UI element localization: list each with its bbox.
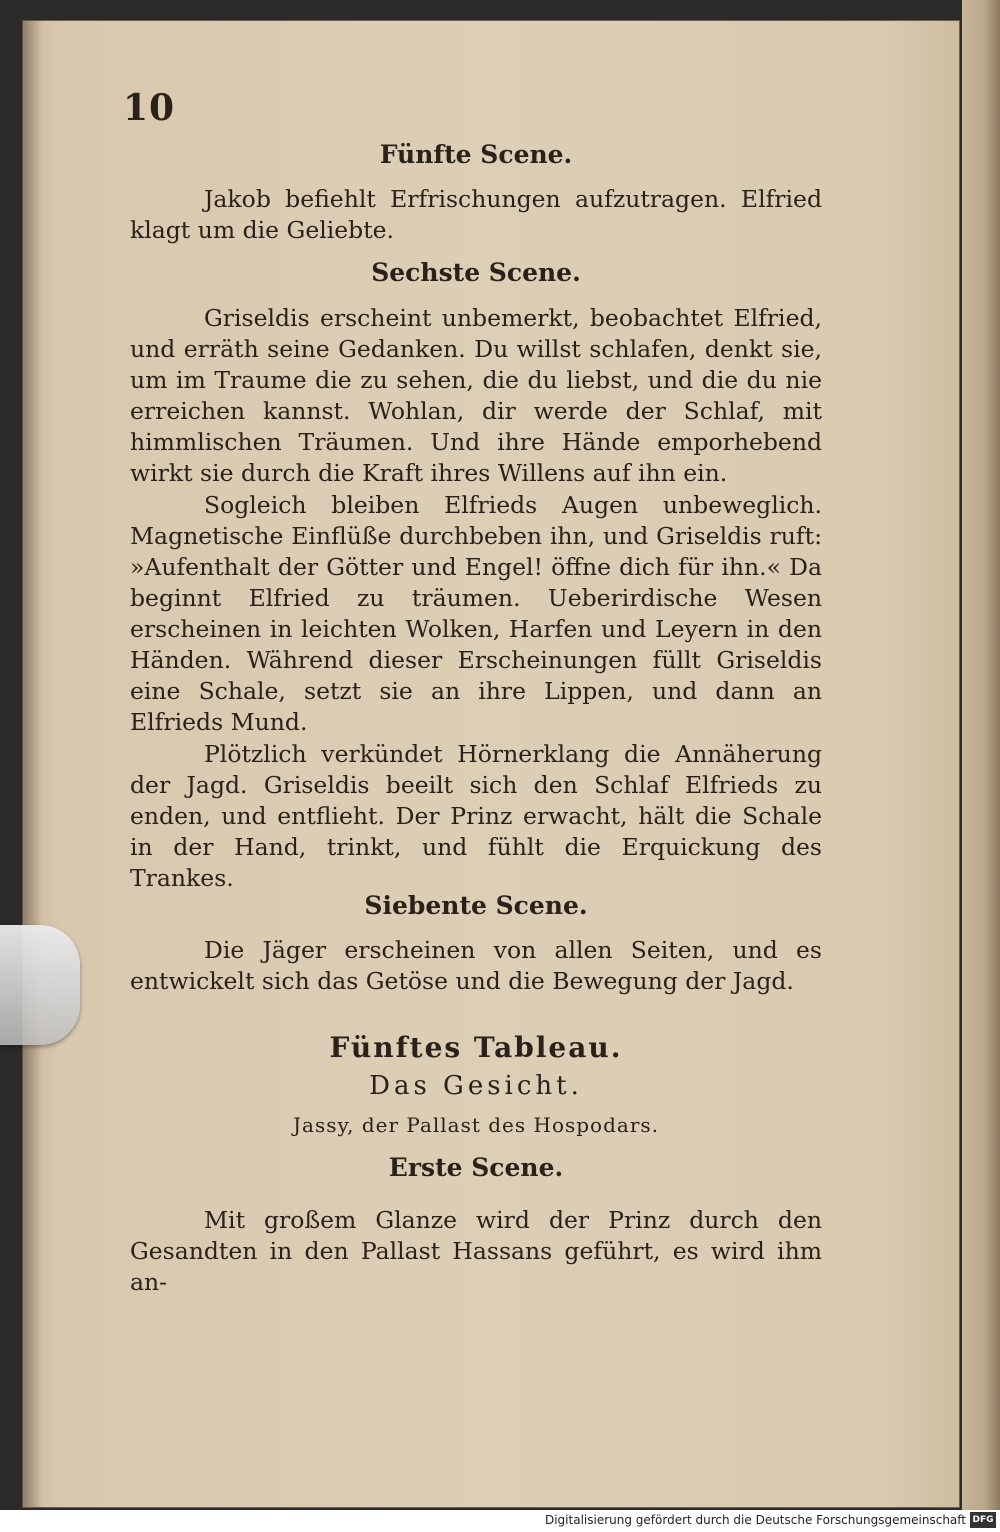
scene-6-paragraph-2: Sogleich bleiben Elfrieds Augen unbeweglich. Magnetische Einflüße durchbeben ihn, und Griseldis ruft: »Aufenthalt der Götter und Engel! öffne dich für ihn.« Da beginnt Elfried zu träumen. Ueberirdische Wesen erscheinen in leichten Wolken, Harfen und Leyern in den Händen. Während dieser Erscheinungen füllt Griseldis eine Schale, setzt sie an ihre Lippen, und dann an Elfrieds Mund.	[130, 491, 822, 736]
tableau-title: Fünftes Tableau.	[329, 1031, 623, 1064]
tableau-place: Jassy, der Pallast des Hospodars.	[293, 1113, 659, 1137]
scene-5-heading: Fünfte Scene.	[379, 140, 573, 169]
page-clip	[0, 925, 80, 1045]
funding-credit: Digitalisierung gefördert durch die Deutsche Forschungsgemeinschaft	[544, 1513, 966, 1527]
scene-7-heading: Siebente Scene.	[364, 891, 588, 920]
scene-5-text: Jakob befiehlt Erfrischungen aufzutragen. Elfried klagt um die Geliebte.	[130, 185, 822, 244]
first-scene-heading: Erste Scene.	[388, 1153, 564, 1182]
first-scene-text: Mit großem Glanze wird der Prinz durch den Gesandten in den Pallast Hassans geführt, es wird ihm an-	[130, 1206, 822, 1296]
scene-6-paragraph-3: Plötzlich verkündet Hörnerklang die Annäherung der Jagd. Griseldis beeilt sich den Schlaf Elfrieds zu enden, und entflieht. Der Prinz erwacht, hält die Schale in der Hand, trinkt, und fühlt die Erquickung des Trankes.	[130, 740, 822, 892]
dfg-logo: DFG	[970, 1512, 996, 1528]
adjacent-page-edge	[962, 0, 1000, 1510]
gutter-shadow	[22, 20, 42, 1508]
page-number: 10	[123, 87, 176, 129]
footer-bar	[0, 1510, 1000, 1532]
scene-6-paragraph-1: Griseldis erscheint unbemerkt, beobachtet Elfried, und erräth seine Gedanken. Du willst schlafen, denkt sie, um im Traume die zu sehen, die du liebst, und die du nie erreichen kannst. Wohlan, dir werde der Schlaf, mit himmlischen Träumen. Und ihre Hände emporhebend wirkt sie durch die Kraft ihres Willens auf ihn ein.	[130, 304, 822, 487]
scene-7-text: Die Jäger erscheinen von allen Seiten, und es entwickelt sich das Getöse und die Bewegung der Jagd.	[130, 936, 822, 995]
scene-6-heading: Sechste Scene.	[371, 258, 581, 287]
tableau-subtitle: Das Gesicht.	[369, 1071, 583, 1101]
